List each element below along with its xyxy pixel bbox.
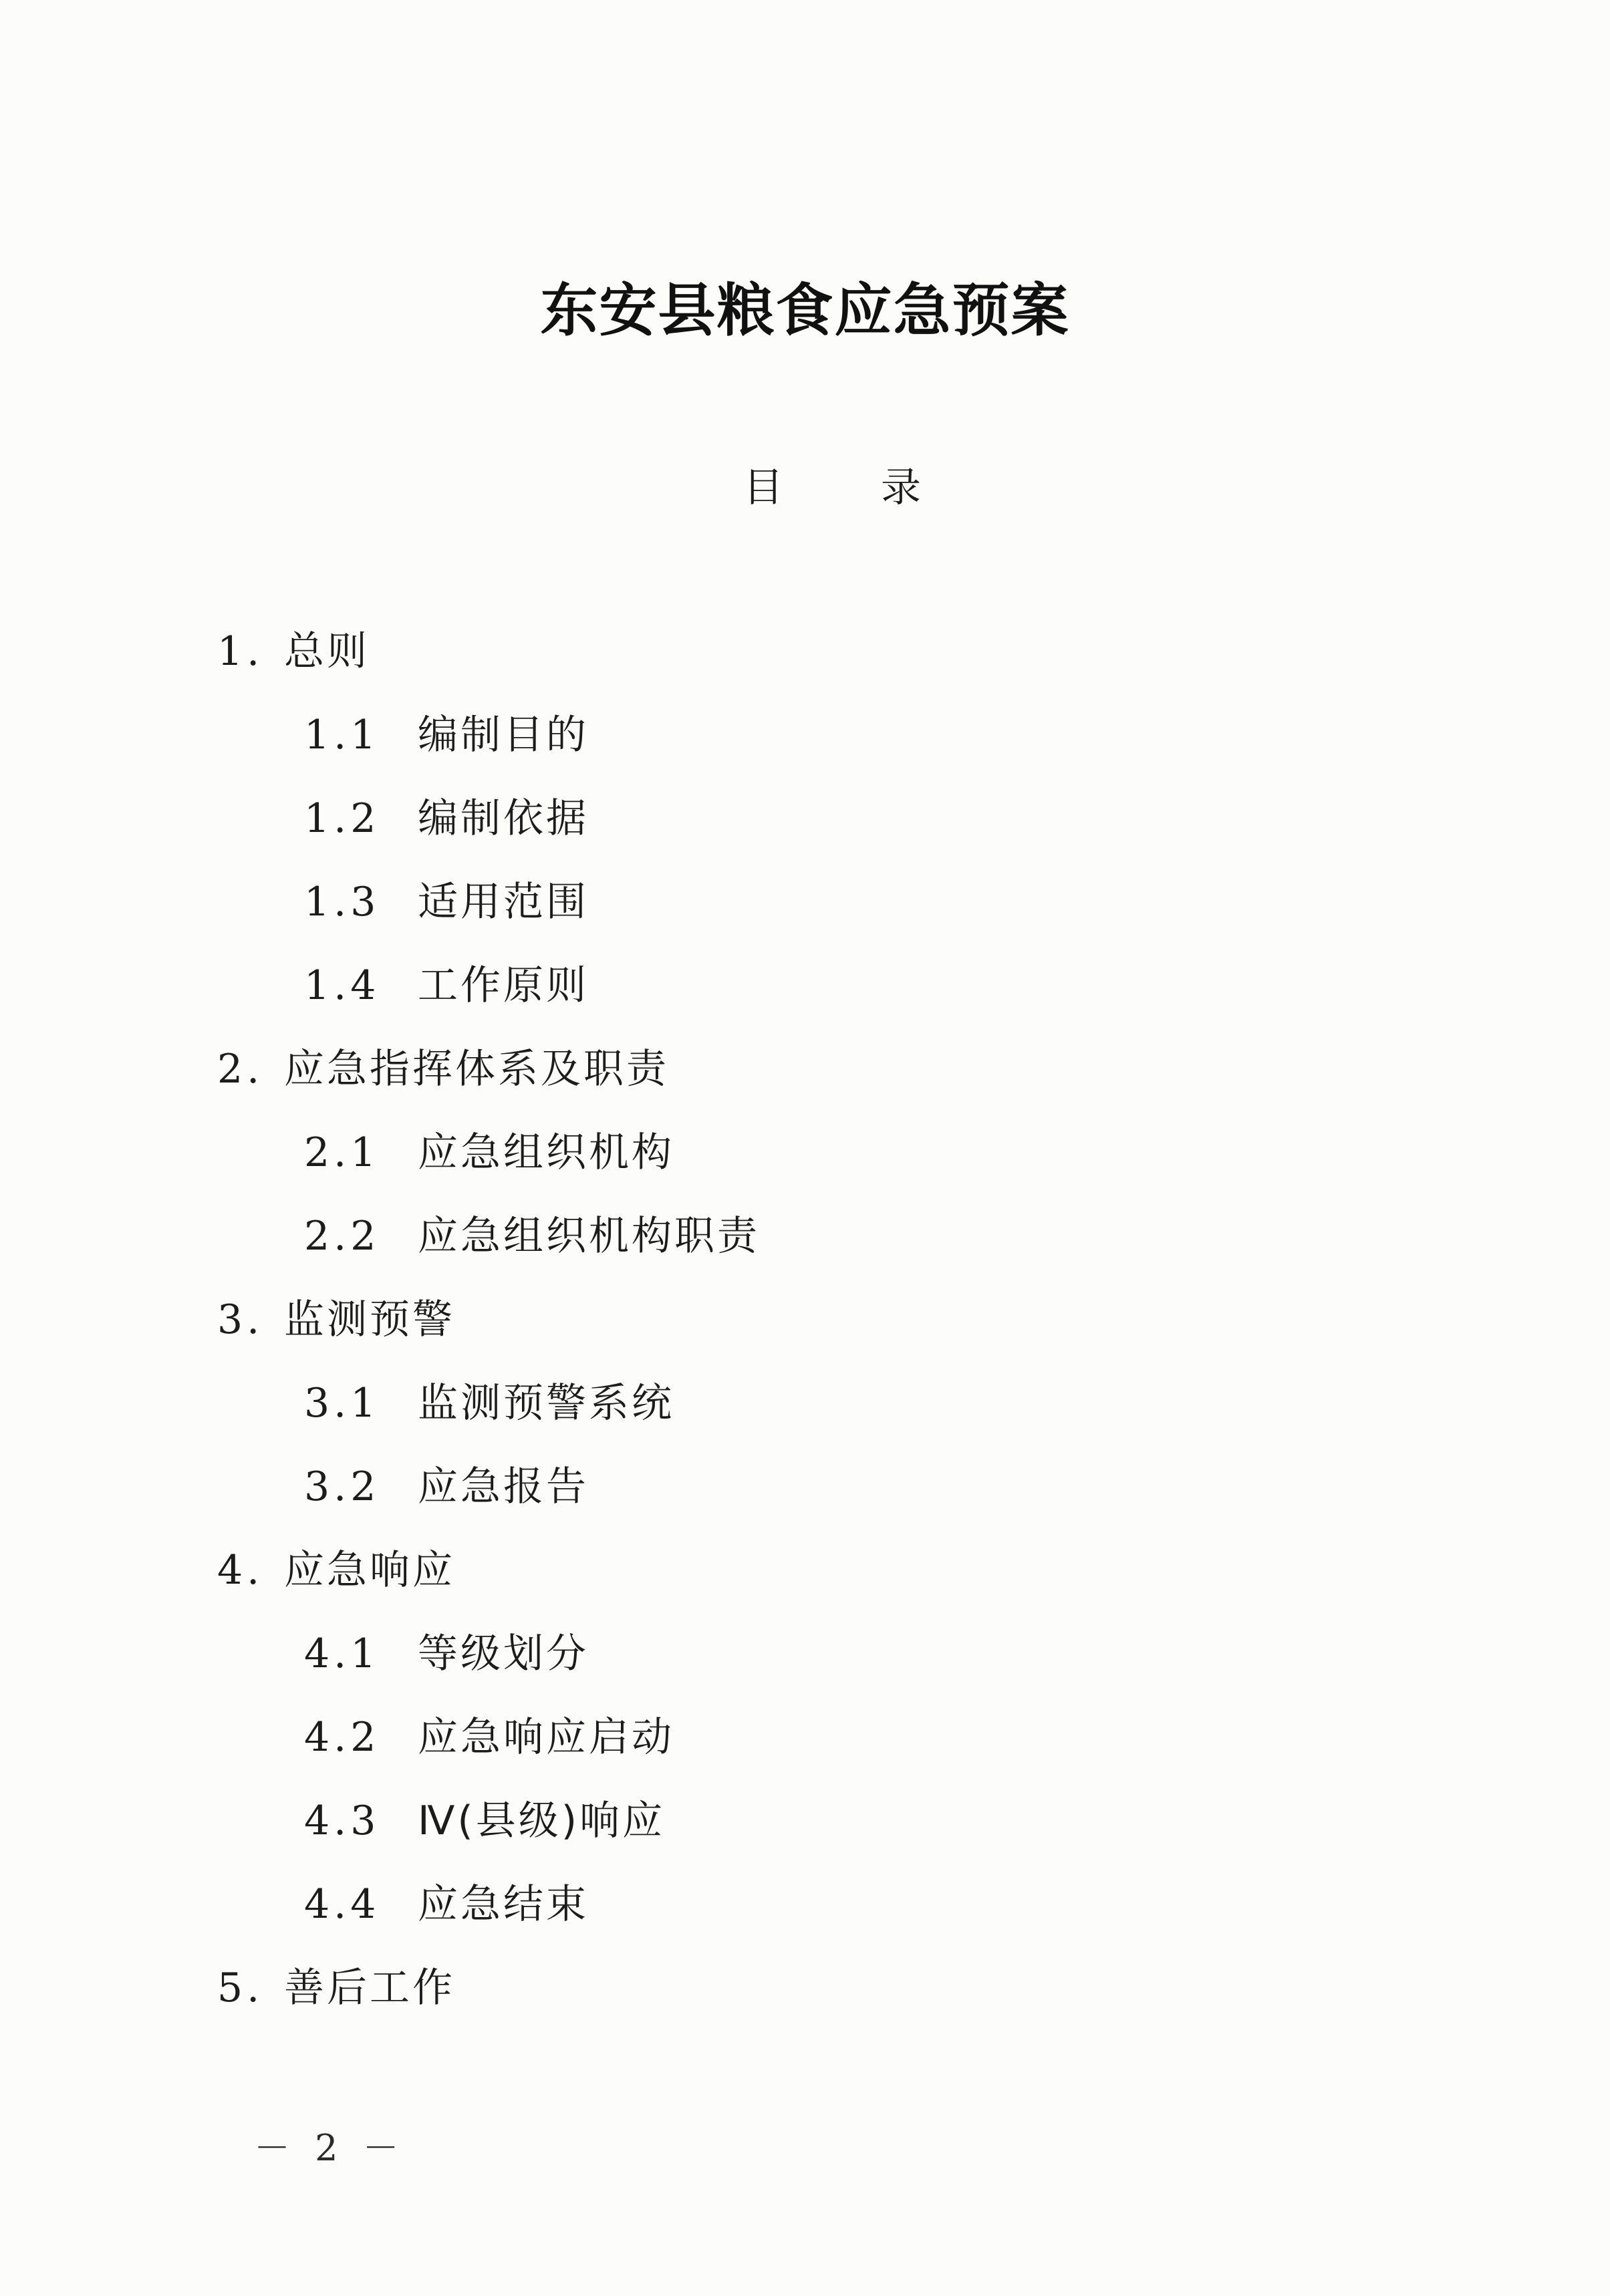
toc-entry-text: 编制目的: [418, 712, 589, 758]
toc-heading-char-1: 目: [743, 464, 783, 511]
toc-entry-text: Ⅳ(县级)响应: [418, 1798, 666, 1844]
toc-entry-number: 3.: [217, 1296, 264, 1343]
toc-entry: [217, 1534, 455, 1607]
toc-entry-text: 工作原则: [418, 962, 589, 1009]
page-number: － 2 －: [254, 2127, 406, 2169]
toc-entry: [304, 1701, 674, 1774]
toc-entry-text: 应急组织机构职责: [418, 1213, 760, 1260]
toc-entry-text: 适用范围: [418, 879, 589, 925]
toc-entry: [217, 1032, 669, 1106]
toc-entry-number: 5.: [217, 1965, 264, 2011]
toc-entry-text: 监测预警: [284, 1296, 455, 1343]
toc-entry-text: 善后工作: [284, 1965, 455, 2011]
toc-entry: [304, 1116, 674, 1189]
toc-entry-number: 4.1: [304, 1630, 380, 1677]
toc-entry: [304, 1450, 589, 1524]
toc-entry-text: 等级划分: [418, 1630, 589, 1677]
toc-entry-number: 1.4: [304, 962, 380, 1009]
toc-entry-number: 1.: [217, 628, 264, 675]
toc-entry-number: 4.: [217, 1547, 264, 1594]
toc-entry: [304, 782, 589, 855]
toc-entry-text: 应急响应启动: [418, 1714, 674, 1761]
toc-entry: [304, 1199, 760, 1273]
toc-heading-char-2: 录: [881, 464, 921, 511]
toc-entry-text: 监测预警系统: [418, 1380, 674, 1427]
toc-entry-text: 编制依据: [418, 795, 589, 842]
toc-entry-text: 应急结束: [418, 1881, 589, 1928]
toc-entry-number: 1.2: [304, 795, 380, 842]
toc-entry-text: 总则: [284, 628, 370, 675]
document-title: 东安县粮食应急预案: [540, 277, 1070, 344]
toc-entry-number: 2.1: [304, 1129, 380, 1176]
toc-entry-number: 3.1: [304, 1380, 380, 1427]
toc-entry: [304, 1367, 674, 1440]
toc-heading: [0, 454, 1610, 521]
toc-entry-text: 应急组织机构: [418, 1129, 674, 1176]
toc-entry: [304, 1868, 589, 1941]
toc-entry: [217, 1951, 455, 2025]
toc-entry-number: 3.2: [304, 1463, 380, 1510]
toc-entry-number: 4.4: [304, 1881, 380, 1928]
toc-entry-number: 2.: [217, 1046, 264, 1093]
toc-entry: [304, 1784, 665, 1858]
toc-entry-text: 应急报告: [418, 1463, 589, 1510]
toc-entry-number: 4.2: [304, 1714, 380, 1761]
toc-entry-number: 4.3: [304, 1798, 380, 1844]
toc-entry-number: 2.2: [304, 1213, 380, 1260]
toc-entry: [304, 1617, 589, 1691]
toc-entry: [217, 615, 370, 688]
toc-entry: [304, 949, 589, 1022]
toc-entry-number: 1.3: [304, 879, 380, 925]
toc-entry: [304, 698, 589, 772]
toc-entry: [304, 865, 589, 939]
toc-entry-number: 1.1: [304, 712, 380, 758]
toc-entry: [217, 1283, 455, 1356]
toc-entry-text: 应急指挥体系及职责: [284, 1046, 669, 1093]
toc-entry-text: 应急响应: [284, 1547, 455, 1594]
